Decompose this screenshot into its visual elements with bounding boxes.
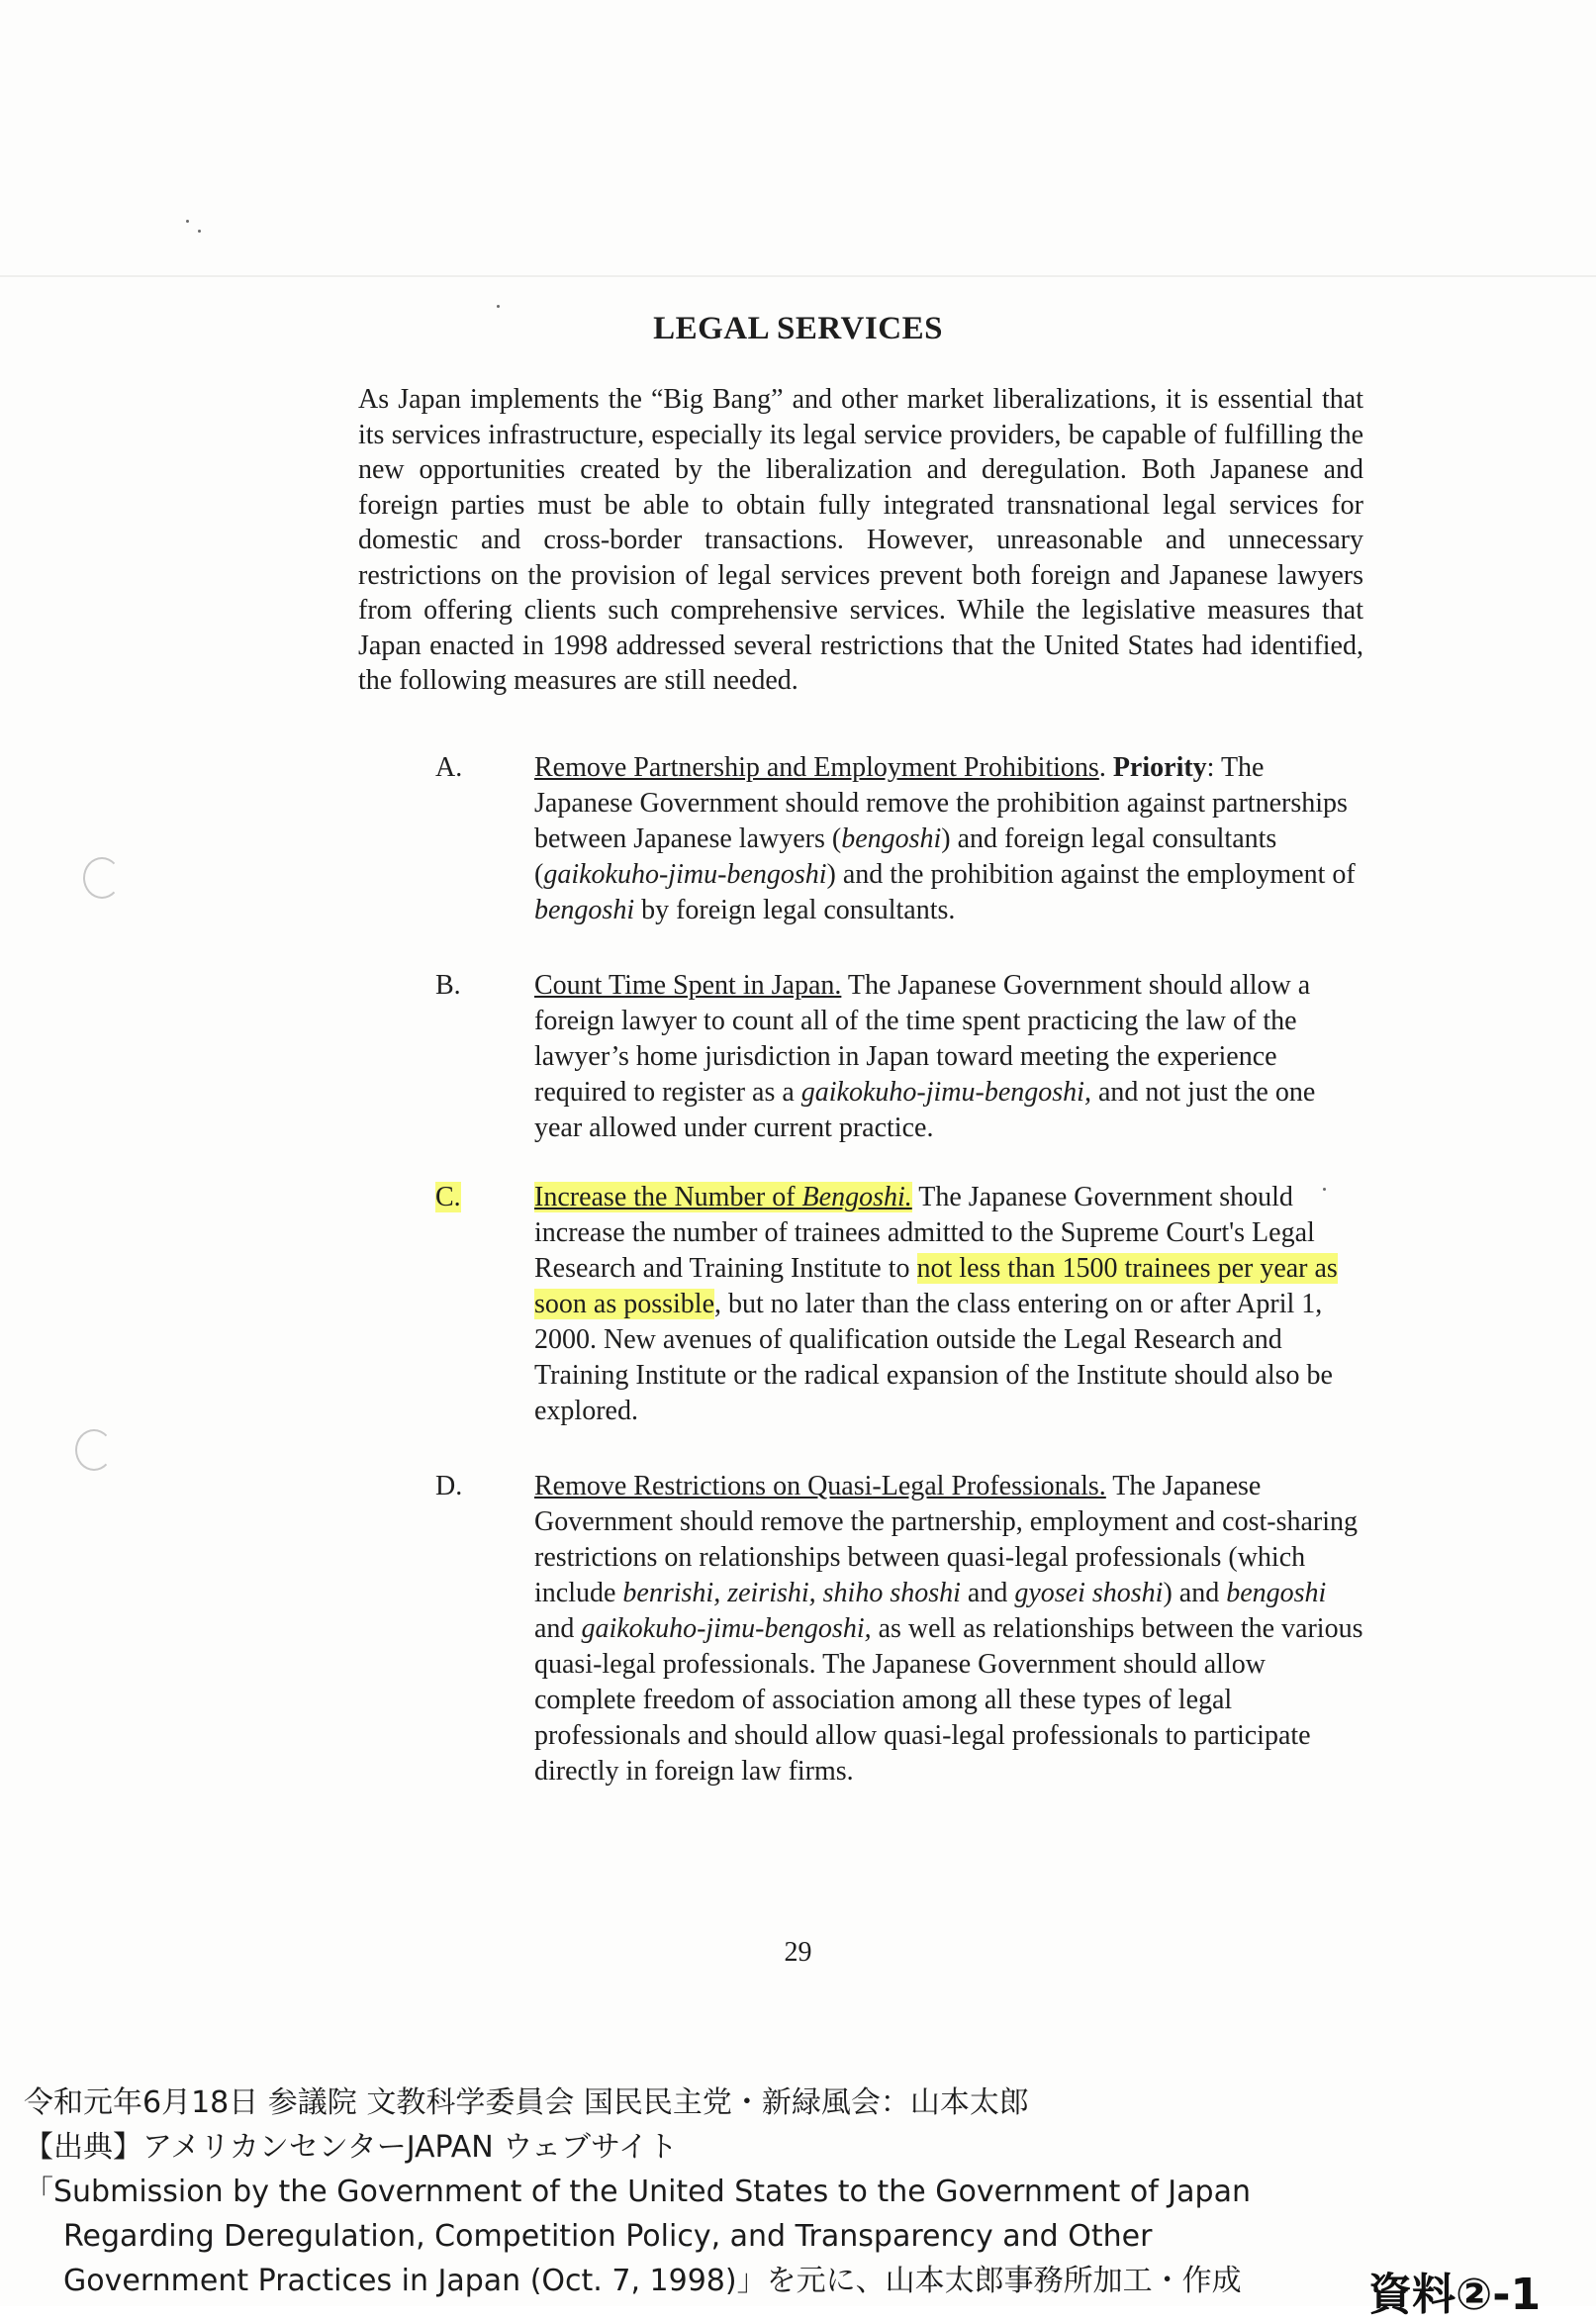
item-term: gaikokuho-jimu-bengoshi, <box>800 1077 1091 1108</box>
item-heading-term: Bengoshi. <box>801 1182 912 1212</box>
item-term: bengoshi <box>841 823 942 854</box>
item-heading: Remove Restrictions on Quasi-Legal Professionals. <box>534 1471 1106 1501</box>
item-term: gaikokuho-jimu-bengoshi <box>543 859 827 890</box>
item-body <box>534 968 1365 1146</box>
item-text: The Japanese Government should remove the prohibition against partnerships between Japanese lawyers ( <box>534 752 1348 854</box>
item-text: as well as relationships between the various quasi-legal professionals. The Japanese Government should allow complete freedom of association among all these types of legal professionals and should allow quasi-legal professionals to participate directly in foreign law firms. <box>534 1613 1363 1787</box>
fold-line <box>0 275 1596 277</box>
item-text: The Japanese Government should allow a foreign lawyer to count all of the time spent practicing the law of the lawyer’s home jurisdiction in Japan toward meeting the experience required to register as a <box>534 970 1311 1108</box>
item-heading: Count Time Spent in Japan. <box>534 970 842 1001</box>
item-term: bengoshi <box>534 895 635 925</box>
item-heading <box>534 1182 912 1212</box>
item-body <box>534 1469 1365 1790</box>
item-term: gaikokuho-jimu-bengoshi, <box>581 1613 872 1644</box>
priority-label: Priority <box>1112 752 1207 783</box>
item-body <box>534 1180 1365 1429</box>
item-text: and <box>534 1613 582 1644</box>
item-heading: Remove Partnership and Employment Prohibitions <box>534 752 1099 783</box>
highlighted-text: not less than 1500 trainees per year as soon as possible <box>534 1253 1338 1319</box>
footer-line: Regarding Deregulation, Competition Policy, and Transparency and Other <box>63 2219 1153 2254</box>
punch-hole-mark <box>75 1429 113 1471</box>
document-label: 資料②-1 <box>1368 2270 1542 2320</box>
item-body: Remove Partnership and Employment Prohibitions. Priority: The Japanese Government should remove the prohibition against partnerships between Japanese lawyers (bengoshi) and foreign legal consultants (gaikokuho-jimu-bengoshi) and the prohibition against the employment of bengoshi by foreign legal consultants. <box>534 752 1356 925</box>
item-letter: D. <box>435 1471 463 1501</box>
item-term: benrishi, zeirishi, shiho shoshi <box>622 1578 961 1608</box>
item-term: gyosei shoshi <box>1014 1578 1164 1608</box>
punch-hole-mark <box>83 857 121 899</box>
footer-line: 令和元年6月18日 参議院 文教科学委員会 国民民主党・新緑風会：山本太郎 <box>24 2085 1029 2120</box>
item-text: by foreign legal consultants. <box>634 895 956 925</box>
item-letter: B. <box>435 970 461 1001</box>
item-text: ) and <box>1163 1578 1227 1608</box>
footer-line: Government Practices in Japan (Oct. 7, 1998)」を元に、山本太郎事務所加工・作成 <box>63 2264 1242 2298</box>
item-heading-text: Increase the Number of <box>534 1182 802 1212</box>
scan-speck <box>186 220 189 223</box>
item-text: The Japanese Government should increase the number of trainees admitted to the Supreme Court's Legal Research and Training Institute to <box>534 1182 1315 1284</box>
source-footer <box>24 2080 1389 2303</box>
intro-paragraph: As Japan implements the “Big Bang” and other market liberalizations, it is essential that its services infrastructure, especially its legal service providers, be capable of fulfilling the new opportunities created by the liberalization and deregulation. Both Japanese and foreign parties must be able to obtain fully integrated transnational legal services for domestic and cross-border transactions. However, unreasonable and unnecessary restrictions on the provision of legal services prevent both foreign and Japanese lawyers from offering clients such comprehensive services. While the legislative measures that Japan enacted in 1998 addressed several restrictions that the United States had identified, the following measures are still needed. <box>358 384 1363 696</box>
item-letter-highlight: C. <box>435 1182 461 1212</box>
scan-speck <box>497 305 500 308</box>
item-text: ) and foreign legal consultants ( <box>534 823 1277 890</box>
page-number: 29 <box>784 1937 812 1968</box>
item-letter: A. <box>435 752 463 783</box>
item-letter <box>435 1180 461 1215</box>
item-text: The Japanese Government should remove the partnership, employment and cost-sharing restrictions on relationships between quasi-legal professionals (which include <box>534 1471 1359 1608</box>
footer-line: 「Submission by the Government of the United States to the Government of Japan <box>24 2175 1251 2209</box>
item-term: bengoshi <box>1226 1578 1327 1608</box>
scan-speck <box>198 230 201 233</box>
item-text: and not just the one year allowed under current practice. <box>534 1077 1316 1143</box>
footer-line: 【出典】アメリカンセンターJAPAN ウェブサイト <box>24 2130 678 2165</box>
page-title: LEGAL SERVICES <box>653 311 943 346</box>
item-text: and <box>960 1578 1015 1608</box>
item-text: , but no later than the class entering on or after April 1, 2000. New avenues of qualification outside the Legal Research and Training Institute or the radical expansion of the Institute should also be explored. <box>534 1289 1333 1426</box>
item-text: ) and the prohibition against the employment of <box>826 859 1356 890</box>
